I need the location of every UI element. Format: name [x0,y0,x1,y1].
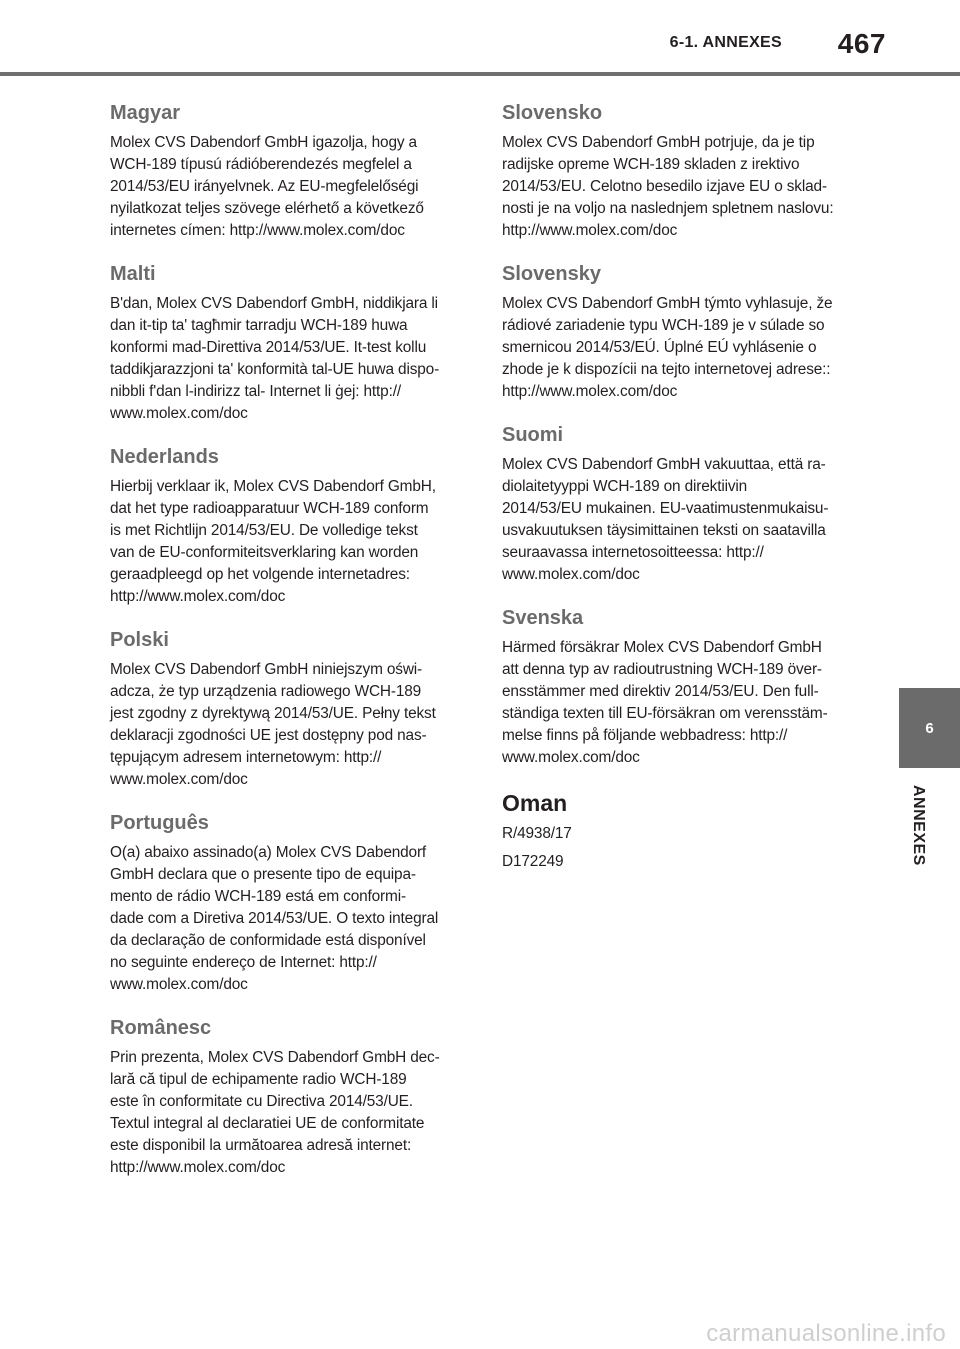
section-label: 6-1. ANNEXES [669,34,782,51]
section-text: Hierbij verklaar ik, Molex CVS Dabendorf GmbH, dat het type radioapparatuur WCH-189 conform is met Richtlijn 2014/53/EU. De volledige tekst van de EU-conformiteitsverklaring kan worden geraadpleegd op het volgende internetadres: http://www.molex.com/doc [110,478,436,605]
section-text: Molex CVS Dabendorf GmbH niniejszym oświ- adcza, że typ urządzenia radiowego WCH-189 jest zgodny z dyrektywą 2014/53/UE. Pełny tekst deklaracji zgodności UE jest dostępny pod nas- tępującym adresem internetowym: http:// www.molex.com/doc [110,661,436,788]
section-text: Molex CVS Dabendorf GmbH týmto vyhlasuje, že rádiové zariadenie typu WCH-189 je v súlade so smernicou 2014/53/EÚ. Úplné EÚ vyhlásenie o zhode je k dispozícii na tejto internetovej adrese:: http://www.molex.com/doc [502,295,833,400]
section-malti [110,261,460,425]
section-heading: Suomi [502,424,564,446]
header-rule [0,72,960,76]
section-romanesc [110,1015,460,1179]
section-heading: Slovensko [502,102,603,124]
section-heading: Português [110,812,209,834]
section-text: Molex CVS Dabendorf GmbH potrjuje, da je tip radijske opreme WCH-189 skladen z irektivo 2014/53/EU. Celotno besedilo izjave EU o sklad- nosti je na voljo na naslednjem spletnem naslovu: http://www.molex.com/doc [502,134,834,239]
section-heading: Românesc [110,1017,212,1039]
section-svenska [502,605,852,769]
section-heading: Svenska [502,607,584,629]
section-text: Härmed försäkrar Molex CVS Dabendorf GmbH att denna typ av radioutrustning WCH-189 över- ensstämmer med direktiv 2014/53/EU. Den full- ständiga texten till EU-försäkran om verensstäm- melse finns på följande webbadress: http:// www.molex.com/doc [502,639,828,766]
section-slovensko [502,100,852,242]
chapter-label: ANNEXES [910,785,927,866]
section-magyar [110,100,460,242]
watermark: carmanualsonline.info [706,1320,946,1347]
section-portugues [110,810,460,996]
section-polski [110,627,460,791]
section-suomi [502,422,852,586]
section-heading: Polski [110,629,169,651]
left-column [110,100,460,1198]
section-text: Molex CVS Dabendorf GmbH vakuuttaa, että ra- diolaitetyyppi WCH-189 on direktiivin 2014/53/EU mukainen. EU-vaatimustenmukaisu- usvakuutuksen täysimittainen teksti on saatavilla seuraavassa internetosoitteessa: http:// www.molex.com/doc [502,456,829,583]
right-column [502,100,852,892]
section-heading: Malti [110,263,156,285]
section-heading: Magyar [110,102,181,124]
section-heading: Slovensky [502,263,601,285]
section-text: O(a) abaixo assinado(a) Molex CVS Dabendorf GmbH declara que o presente tipo de equipa- mento de rádio WCH-189 está em conformi- dade com a Diretiva 2014/53/UE. O texto integral da declaração de conformidade está disponível no seguinte endereço de Internet: http:// www.molex.com/doc [110,844,439,993]
section-text: Prin prezenta, Molex CVS Dabendorf GmbH dec- lară că tipul de echipamente radio WCH-189 este în conformitate cu Directiva 2014/53/UE. Textul integral al declaratiei UE de conformitate este disponibil la următoarea adresă internet: http://www.molex.com/doc [110,1049,440,1176]
oman-registration: R/4938/17 [502,825,572,842]
section-nederlands [110,444,460,608]
oman-heading: Oman [502,790,568,816]
section-heading: Nederlands [110,446,219,468]
section-oman [502,788,852,873]
section-text: B'dan, Molex CVS Dabendorf GmbH, niddikjara li dan it-tip ta' tagħmir tarradju WCH-189 huwa konformi mad-Direttiva 2014/53/UE. It-test kollu taddikjarazzjoni ta' konformità tal-UE huwa dispo- nibbli f'dan l-indirizz tal- Internet li ġej: http:// www.molex.com/doc [110,295,440,422]
section-text: Molex CVS Dabendorf GmbH igazolja, hogy a WCH-189 típusú rádióberendezés megfelel a 2014/53/EU irányelvnek. Az EU-megfelelőségi nyilatkozat teljes szövege elérhető a következő internetes címen: http://www.molex.com/doc [110,134,424,239]
oman-dealer-number: D172249 [502,853,564,870]
page-number: 467 [837,28,886,59]
section-slovensky [502,261,852,403]
page-header [0,0,960,80]
chapter-tab: 6 [899,688,960,768]
